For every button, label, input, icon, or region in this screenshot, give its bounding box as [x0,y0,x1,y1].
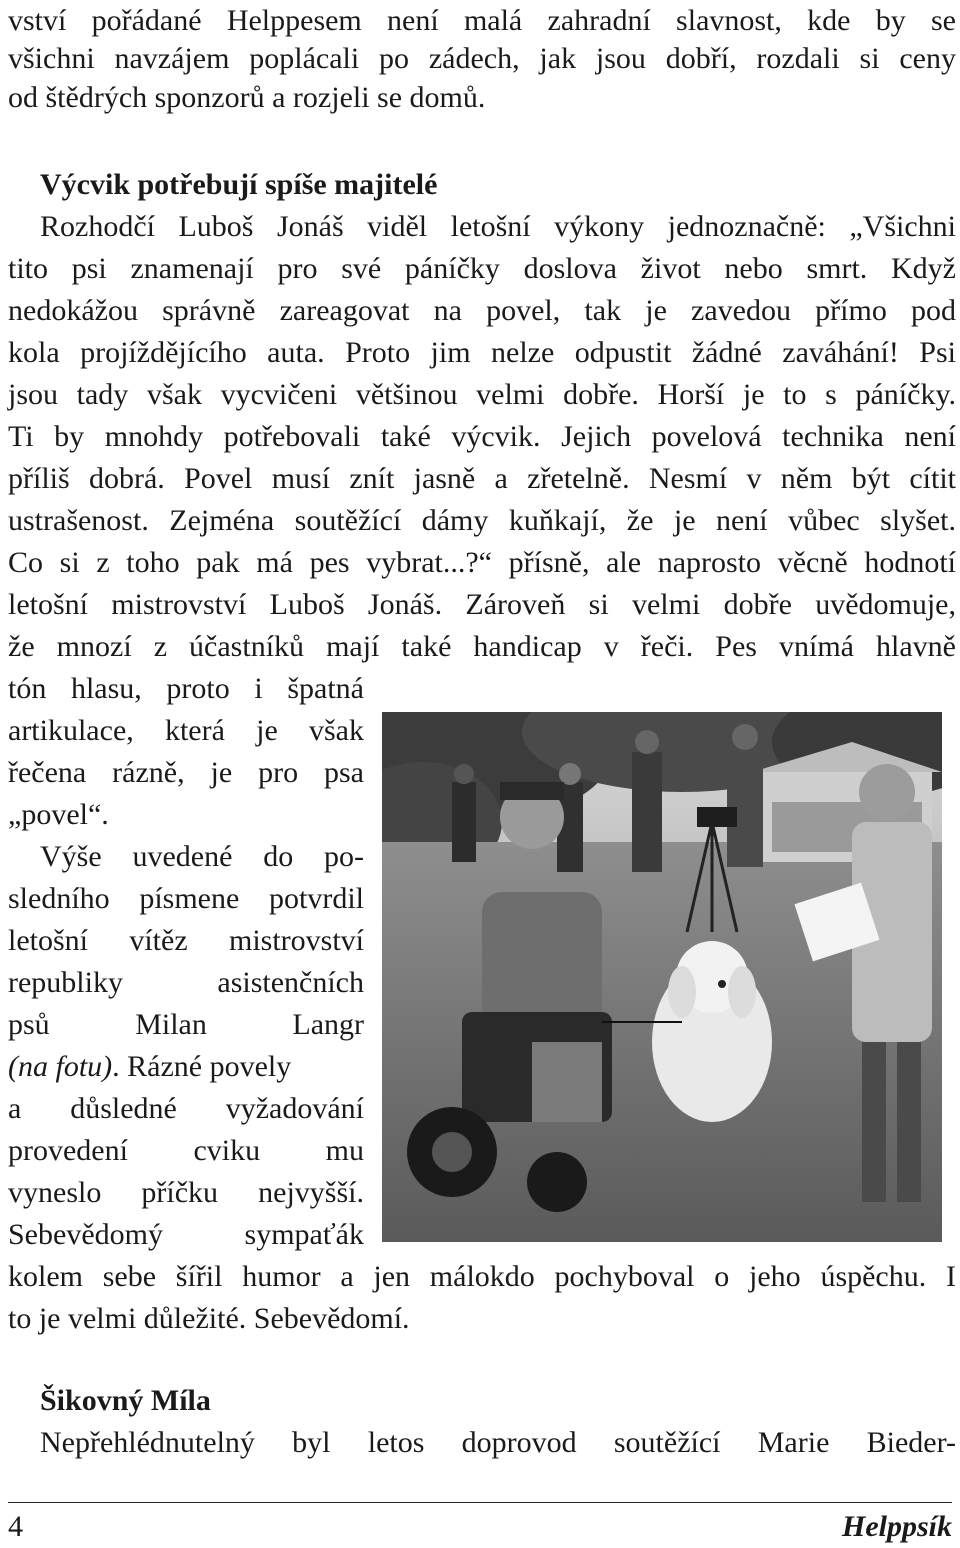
section-heading: Výcvik potřebují spíše majitelé [40,168,438,201]
page-number: 4 [8,1510,23,1543]
body-text-line: příliš dobrá. Povel musí znít jasně a zřetelně. Nesmí v něm být cítit [8,462,956,495]
body-text-line: „povel“. [8,798,109,831]
body-text-line: republiky asistenčních [8,966,364,999]
body-text-line: letošní mistrovství Luboš Jonáš. Zároveň si velmi dobře uvědomuje, [8,588,956,621]
photo-reference: (na fotu) [8,1050,113,1083]
body-text-line: artikulace, která je však [8,714,364,747]
body-text-line: ustrašenost. Zejména soutěžící dámy kuňkají, že je není vůbec slyšet. [8,504,956,537]
body-text-line: tito psi znamenají pro své páníčky doslova život nebo smrt. Když [8,252,956,285]
article-photo [382,712,942,1242]
body-text-line: tón hlasu, proto i špatná [8,672,364,705]
body-text-line: sledního písmene potvrdil [8,882,364,915]
body-text-line: Sebevědomý sympaťák [8,1218,364,1251]
body-text-line: letošní vítěz mistrovství [8,924,364,957]
section-heading: Šikovný Míla [40,1384,211,1417]
body-text-line: vství pořádané Helppesem není malá zahradní slavnost, kde by se [8,4,956,37]
body-text-line: provedení cviku mu [8,1134,364,1167]
body-text-line: Rozhodčí Luboš Jonáš viděl letošní výkony jednoznačně: „Všichni [40,210,956,243]
body-text-line: řečena rázně, je pro psa [8,756,364,789]
body-text-line: kola projíždějícího auta. Proto jim nelze odpustit žádné zaváhání! Psi [8,336,956,369]
body-text-line: kolem sebe šířil humor a jen málokdo pochyboval o jeho úspěchu. I [8,1260,956,1293]
body-text-line: vyneslo příčku nejvyšší. [8,1176,364,1209]
body-text-line: to je velmi důležité. Sebevědomí. [8,1302,410,1335]
body-text-line: od štědrých sponzorů a rozjeli se domů. [8,81,486,114]
body-text-span: . Rázné povely [112,1050,292,1083]
footer-rule [8,1502,952,1503]
body-text-line: Nepřehlédnutelný byl letos doprovod soutěžící Marie Bieder- [40,1426,956,1459]
body-text-line: nedokážou správně zareagovat na povel, tak je zavedou přímo pod [8,294,956,327]
body-text-line: Ti by mnohdy potřebovali také výcvik. Jejich povelová technika není [8,420,956,453]
body-text-line: Co si z toho pak má pes vybrat...?“ přísně, ale naprosto věcně hodnotí [8,546,956,579]
body-text-line [8,1046,364,1088]
body-text-line: všichni navzájem poplácali po zádech, jak jsou dobří, rozdali si ceny [8,42,956,75]
magazine-name: Helppsík [842,1510,952,1543]
body-text-line: že mnozí z účastníků mají také handicap v řeči. Pes vnímá hlavně [8,630,956,663]
body-text-line: Výše uvedené do po- [40,840,364,873]
body-text-line: psů Milan Langr [8,1008,364,1041]
body-text-line: a důsledné vyžadování [8,1092,364,1125]
body-text-line: jsou tady však vycvičeni většinou velmi dobře. Horší je to s páníčky. [8,378,956,411]
